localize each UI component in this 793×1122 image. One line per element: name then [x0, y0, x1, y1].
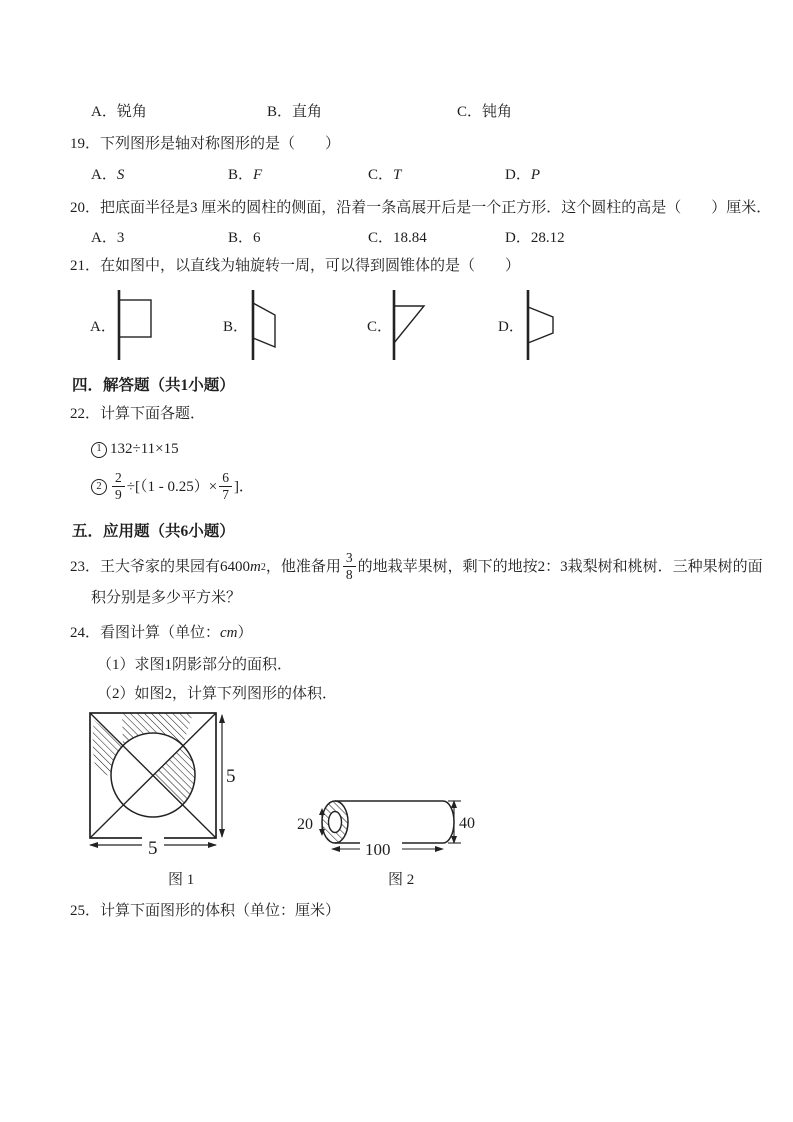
q23-unit-var: m: [250, 558, 261, 575]
q23-stem-line2: 积分别是多少平方米？: [91, 590, 242, 606]
q19-stem: 19．下列图形是轴对称图形的是（ ）: [70, 136, 341, 152]
arrowhead-right-icon: [435, 846, 444, 852]
q23-part3: 的地栽苹果树，剩下的地按2：3栽梨树和桃树．三种果树的面: [357, 558, 763, 575]
q18-option-c: C．钝角: [457, 104, 513, 120]
figure2-cylinder-diagram: [293, 783, 488, 868]
q19-option-b-prefix: B．: [228, 167, 254, 183]
figure2-dim-length-label: 100: [365, 840, 391, 859]
q18-option-b: B．直角: [267, 104, 323, 120]
q23-stem-line1: [70, 549, 763, 585]
q22-item2: [91, 468, 254, 506]
arrowhead-left-icon: [331, 846, 340, 852]
q22-stem: 22．计算下面各题．: [70, 406, 206, 422]
q19-option-b: [228, 166, 262, 185]
figure2-inner-hole-ellipse: [329, 812, 342, 833]
q24-stem-suffix: ）: [237, 625, 253, 641]
fraction-3-8: [343, 551, 356, 583]
q21-figure-b-parallelogram-on-axis: [245, 288, 305, 362]
figure1-hatched-region-left: [93, 720, 123, 777]
q22-item2-tail: ]．: [233, 478, 254, 495]
q21-figure-d-trapezoid-on-axis: [520, 288, 580, 362]
section5-heading: 五．应用题（共6小题）: [72, 523, 235, 540]
q24-unit: cm: [220, 625, 238, 641]
q22-item2-middle: ÷[（1 - 0.25）×: [126, 478, 218, 495]
q21-figure-a-label: A．: [90, 319, 116, 335]
arrowhead-right-icon: [208, 842, 217, 848]
arrowhead-up-icon: [219, 714, 225, 723]
figure1-dim-right-label: 5: [226, 766, 236, 787]
fraction-6-7: [219, 471, 232, 503]
q20-stem: 20．把底面半径是3 厘米的圆柱的侧面，沿着一条高展开后是一个正方形．这个圆柱的高是（ ）厘米．: [70, 200, 772, 216]
fraction-6-7-denominator: 7: [222, 487, 229, 502]
q19-option-c-letter: T: [393, 167, 402, 183]
fraction-3-8-numerator: 3: [343, 551, 356, 567]
q25-stem: 25．计算下面图形的体积（单位：厘米）: [70, 903, 341, 919]
circled-number-1-icon: 1: [91, 442, 107, 458]
fraction-3-8-denominator: 8: [345, 567, 353, 582]
q19-option-a: [91, 166, 124, 185]
q22-item1: [91, 440, 179, 459]
q23-part1: 23．王大爷家的果园有6400: [70, 558, 251, 575]
figure2-dim-inner-label: 20: [297, 816, 313, 833]
q21-figure-a-rectangle-on-axis: [111, 288, 171, 362]
circled-number-2-icon: 2: [91, 479, 107, 495]
q21-figure-c-triangle-on-axis: [386, 288, 446, 362]
figure1-square-circle-diagram: [80, 706, 250, 864]
fraction-2-9: [112, 471, 125, 503]
q19-option-b-letter: F: [253, 167, 263, 183]
q19-option-a-prefix: A．: [91, 167, 117, 183]
q19-option-d-prefix: D．: [505, 167, 531, 183]
q22-item1-expression: 132÷11×15: [110, 441, 179, 457]
q19-option-d: [505, 166, 540, 185]
q23-superscript: 2: [260, 561, 266, 573]
q19-option-a-letter: S: [116, 167, 125, 183]
fraction-6-7-numerator: 6: [219, 471, 232, 487]
q19-option-c: [368, 166, 401, 185]
q19-option-d-letter: P: [530, 167, 541, 183]
q20-option-d: D．28.12: [505, 230, 565, 246]
q20-option-a: A．3: [91, 230, 125, 246]
q23-part2: ，他准备用: [265, 558, 341, 575]
figure1-hatched-region-top: [122, 713, 193, 746]
fraction-2-9-numerator: 2: [112, 471, 125, 487]
q21-figure-c-label: C．: [367, 319, 393, 335]
arrowhead-down-icon: [219, 829, 225, 838]
q21-stem: 21．在如图中，以直线为轴旋转一周，可以得到圆锥体的是（ ）: [70, 258, 521, 274]
q24-stem-prefix: 24．看图计算（单位：: [70, 625, 221, 641]
q19-option-c-prefix: C．: [368, 167, 394, 183]
q18-option-a: A．锐角: [91, 104, 147, 120]
q24-subquestion-1: （1）求图1阴影部分的面积．: [97, 657, 293, 673]
q21-figure-b-label: B．: [223, 319, 249, 335]
figure1-dim-bottom-label: 5: [148, 838, 158, 859]
q24-stem: [70, 624, 253, 643]
section4-heading: 四．解答题（共1小题）: [72, 377, 235, 394]
figure2-dim-outer-label: 40: [459, 815, 475, 832]
figure1-caption: 图 1: [168, 872, 195, 888]
q20-option-b: B．6: [228, 230, 261, 246]
fraction-2-9-denominator: 9: [115, 487, 122, 502]
figure2-caption: 图 2: [388, 872, 415, 888]
q20-option-c: C．18.84: [368, 230, 427, 246]
arrowhead-left-icon: [89, 842, 98, 848]
q21-figure-d-label: D．: [498, 319, 524, 335]
q24-subquestion-2: （2）如图2，计算下列图形的体积．: [97, 686, 338, 702]
